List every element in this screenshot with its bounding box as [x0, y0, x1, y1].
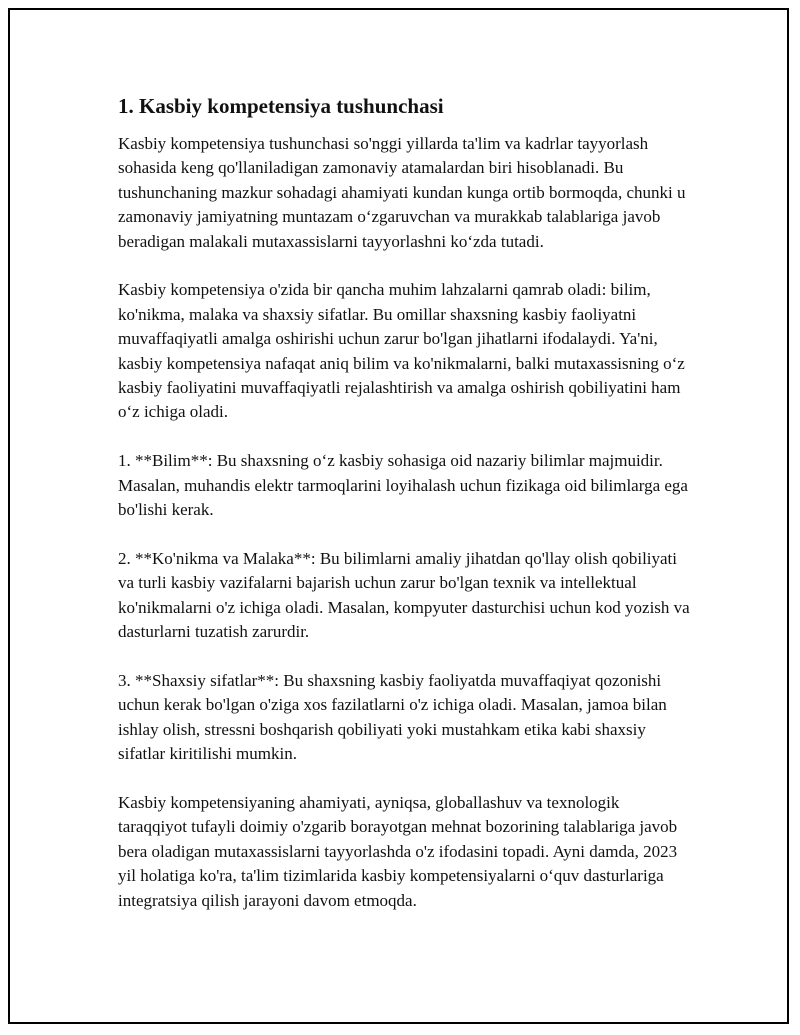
- paragraph-intro: Kasbiy kompetensiya tushunchasi so'nggi yillarda ta'lim va kadrlar tayyorlash sohasida keng qo'llaniladigan zamonaviy atamalardan biri hisoblanadi. Bu tushunchaning mazkur sohadagi ahamiyati kundan kunga ortib bormoqda, chunki u zamonaviy jamiyatning muntazam o‘zgaruvchan va murakkab talablariga javob beradigan malakali mutaxassislarni tayyorlashni ko‘zda tutadi.: [118, 134, 686, 251]
- document-body: [118, 92, 690, 937]
- paragraph-bilim: 1. **Bilim**: Bu shaxsning o‘z kasbiy sohasiga oid nazariy bilimlar majmuidir. Masalan, muhandis elektr tarmoqlarini loyihalash uchun fizikaga oid bilimlarga ega bo'lishi kerak.: [118, 451, 688, 520]
- paragraph-conclusion: Kasbiy kompetensiyaning ahamiyati, ayniqsa, globallashuv va texnologik taraqqiyot tufayli doimiy o'zgarib borayotgan mehnat bozorining talablariga javob bera oladigan mutaxassislarni tayyorlashda o'z ifodasini topadi. Ayni damda, 2023 yil holatiga ko'ra, ta'lim tizimlarida kasbiy kompetensiyalarni o‘quv dasturlariga integratsiya qilish jarayoni davom etmoqda.: [118, 792, 678, 910]
- paragraph-components: Kasbiy kompetensiya o'zida bir qancha muhim lahzalarni qamrab oladi: bilim, ko'nikma, malaka va shaxsiy sifatlar. Bu omillar shaxsning kasbiy faoliyatni muvaffaqiyatli amalga oshirishi uchun zarur bo'lgan jihatlarni ifodalaydi. Ya'ni, kasbiy kompetensiya nafaqat aniq bilim va ko'nikmalarni, balki mutaxassisning o‘z kasbiy faoliyatini muvaffaqiyatli rejalashtirish va amalga oshirish qobiliyatini ham o‘z ichiga oladi.: [118, 280, 685, 422]
- document-title: 1. Kasbiy kompetensiya tushunchasi: [118, 94, 444, 118]
- paragraph-konikma: 2. **Ko'nikma va Malaka**: Bu bilimlarni amaliy jihatdan qo'llay olish qobiliyati va turli kasbiy vazifalarni bajarish uchun zarur bo'lgan texnik va intellektual ko'nikmalarni o'z ichiga oladi. Masalan, kompyuter dasturchisi uchun kod yozish va dasturlarni tuzatish zarurdir.: [118, 548, 690, 642]
- paragraph-shaxsiy-sifatlar: 3. **Shaxsiy sifatlar**: Bu shaxsning kasbiy faoliyatda muvaffaqiyat qozonishi uchun kerak bo'lgan o'ziga xos fazilatlarni o'z ichiga oladi. Masalan, jamoa bilan ishlay olish, stressni boshqarish qobiliyati yoki mustahkam etika kabi shaxsiy sifatlar kiritilishi mumkin.: [118, 670, 667, 764]
